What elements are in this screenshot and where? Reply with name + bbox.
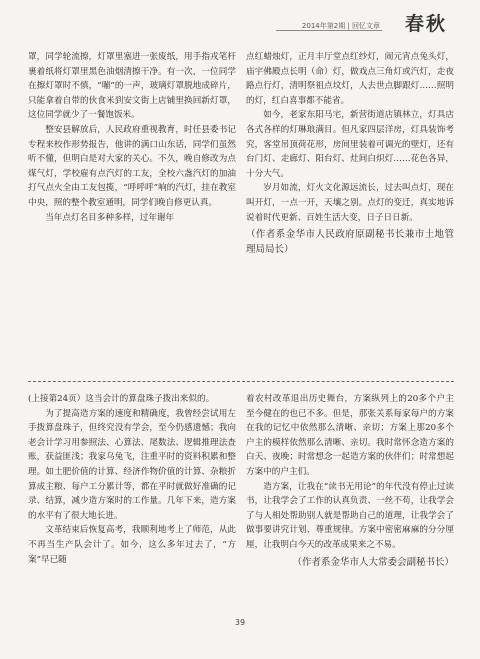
paragraph: 点红蜡烛灯，正月丰厅堂点红纱灯，闹元宵点兔头灯，庙宇佛殿点长明（命）灯，做戏点三角灯或汽灯，走夜路点行灯，清明祭祖点坟灯，人去世点脚跟灯……照明的灯，红白喜事都不能省。 bbox=[246, 52, 454, 106]
paragraph: 造方案，让我在“读书无用论”的年代没有停止过读书，让我学会了工作的认真负责、一丝不苟，让我学会了与人相处帮助别人就是帮助自己的道理，让我学会了做事要讲究计划、尊重规律。方案中密密麻麻的分分厘厘，让我明白今天的改革成果来之不易。 bbox=[246, 481, 454, 550]
paragraph: 着农村改革退出历史舞台，方案纵列上的20多个户主至今健在的也已不多。但是，那张关系每家每户的方案在我的记忆中依然那么清晰、亲切；方案上那20多个户主的模样依然那么清晰、亲切。我时常怀念造方案的白天、夜晚；时常想念一起造方案的伙伴们；时常想起方案中的户主们。 bbox=[246, 394, 454, 477]
paragraph: 如今，老家东阳马宅，新营街道店镇林立，灯具店各式各样的灯琳琅满目。但凡家四层洋房，灯具装饰考究，客堂吊顶荷花形，房间里装着可调光的壁灯，还有台门灯、走廊灯、阳台灯、灶间白炽灯……花色各异，十分大气。 bbox=[246, 110, 454, 179]
issue-info: 2014年第2期 | 回忆文章 bbox=[301, 22, 380, 30]
paragraph: 罩，同学轮流擦，灯罩里塞进一张废纸，用手指戎笔杆裹着纸将灯罩里黑色油烟清擦干净。有一次，一位同学在擦灯罩时不慎，“嘣”的一声，玻璃灯罩脱地成碎片，只能拿着自带的伙食米到安文街上店铺里换回新灯罩，这位同学就少了一餐饱饭米。 bbox=[28, 52, 236, 121]
header-rule bbox=[276, 30, 382, 31]
paragraph: 文革结束后恢复高考，我顺利地考上了师范，从此不再当生产队会计了。如今，这么多年过去了，“方案”早已随 bbox=[28, 525, 236, 565]
paragraph: (上接第24页）这当会计的算盘珠子拨出来似的。 bbox=[28, 394, 215, 404]
article2-left-column bbox=[28, 392, 236, 610]
article1-left-column bbox=[28, 50, 236, 370]
page-number: 39 bbox=[234, 618, 246, 627]
author-note: （作者系金华市人大常委会副秘书长） bbox=[292, 556, 454, 568]
paragraph: 当年点灯名目多种多样，过年谢年 bbox=[45, 212, 175, 223]
article1-right-column bbox=[246, 50, 454, 375]
paragraph: 整安县解放后，人民政府重视教育，时任县委书记专程来校作形势报告，他讲的满口山东话，同学们虽然听不懂，但明白是对大家的关心。不久，晚自修改为点煤气灯，学校雇有点汽灯的工友，全校六盏汽灯的加油打气点火全由工友包揽，“呼呼呼”响的汽灯，挂在教室中央，照的整个教室通明，同学们晚自修更认真。 bbox=[28, 124, 236, 208]
logo-text: 春秋 bbox=[404, 12, 447, 35]
magazine-logo bbox=[390, 10, 462, 34]
author-note: （作者系金华市人民政府原副秘书长兼市土地管理局局长） bbox=[246, 229, 454, 256]
paragraph: 岁月如流，灯火文化源远流长，过去叫点灯，现在叫开灯，一点一开，天壤之别。点灯的变迁，真实地诉说着时代更新、百姓生活大变，日子日日新。 bbox=[246, 183, 454, 223]
section-divider bbox=[28, 381, 454, 382]
article2-right-column bbox=[246, 392, 454, 610]
paragraph: 为了提高造方案的速度和精确度，我曾经尝试用左手拨算盘珠子，但终究没有学会，至今仍感遗憾；我向老会计学习用参照法、心算法、尾数法、逻辑推理法查账，获益匪浅；我家乌兔飞，注重平时的资料积累和整理。如土肥价值的计算、经济作物价值的计算、杂粮折算成主粮、每户工分累计等，都在平时就做好准确的记录、结算，减少造方案时的工作量。几年下来，造方案的水平有了很大地长进。 bbox=[28, 408, 236, 521]
page-header bbox=[0, 0, 480, 40]
